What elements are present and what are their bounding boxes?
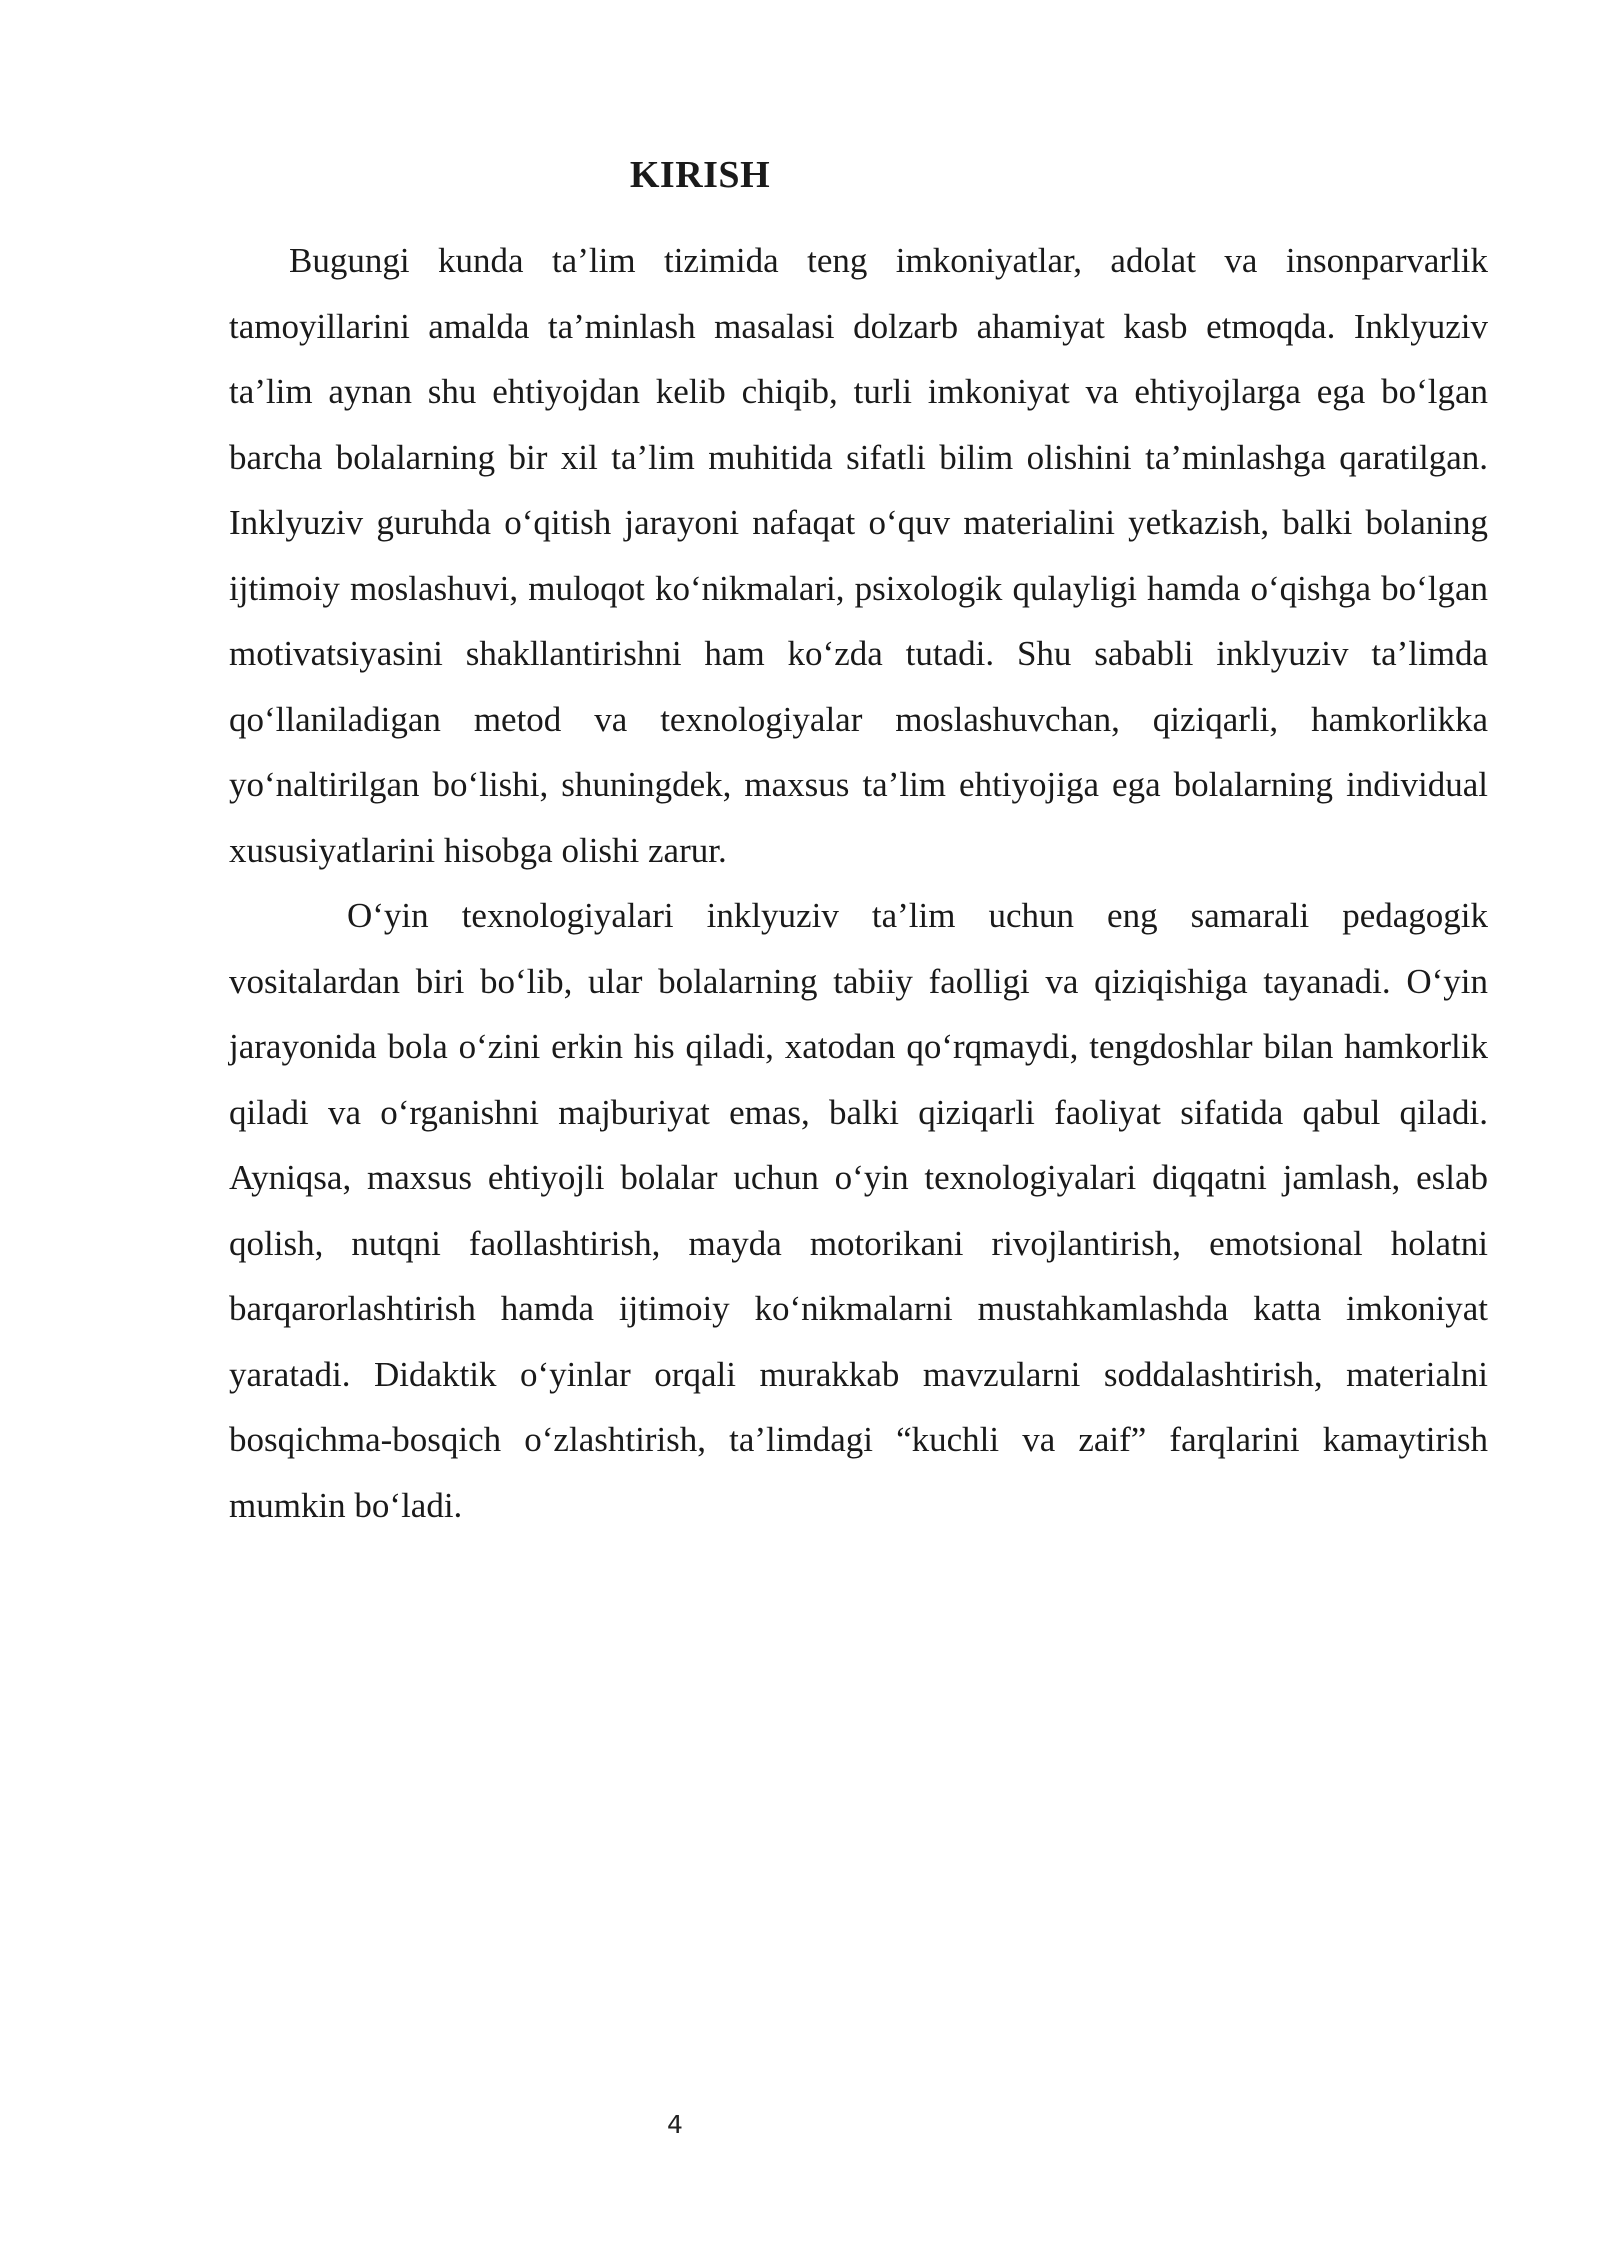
paragraph-2: Oʻyin texnologiyalari inklyuziv ta’lim uchun eng samarali pedagogik vositalardan biri boʻlib, ular bolalarning tabiiy faolligi va qiziqishiga tayanadi. Oʻyin jarayonida bola oʻzini erkin his qiladi, xatodan qoʻrqmaydi, tengdoshlar bilan hamkorlik qiladi va oʻrganishni majburiyat emas, balki qiziqarli faoliyat sifatida qabul qiladi. Ayniqsa, maxsus ehtiyojli bolalar uchun oʻyin texnologiyalari diqqatni jamlash, eslab qolish, nutqni faollashtirish, mayda motorikani rivojlantirish, emotsional holatni barqarorlashtirish hamda ijtimoiy koʻnikmalarni mustahkamlashda katta imkoniyat yaratadi. Didaktik oʻyinlar orqali murakkab mavzularni soddalashtirish, materialni bosqichma-bosqich oʻzlashtirish, ta’limdagi “kuchli va zaif” farqlarini kamaytirish mumkin boʻladi. [229,896,1488,1525]
body-text [229,228,1488,1538]
paragraph-1: Bugungi kunda ta’lim tizimida teng imkoniyatlar, adolat va insonparvarlik tamoyillarini amalda ta’minlash masalasi dolzarb ahamiyat kasb etmoqda. Inklyuziv ta’lim aynan shu ehtiyojdan kelib chiqib, turli imkoniyat va ehtiyojlarga ega boʻlgan barcha bolalarning bir xil ta’lim muhitida sifatli bilim olishini ta’minlashga qaratilgan. Inklyuziv guruhda oʻqitish jarayoni nafaqat oʻquv materialini yetkazish, balki bolaning ijtimoiy moslashuvi, muloqot koʻnikmalari, psixologik qulayligi hamda oʻqishga boʻlgan motivatsiyasini shakllantirishni ham koʻzda tutadi. Shu sababli inklyuziv ta’limda qoʻllaniladigan metod va texnologiyalar moslashuvchan, qiziqarli, hamkorlikka yoʻnaltirilgan boʻlishi, shuningdek, maxsus ta’lim ehtiyojiga ega bolalarning individual xususiyatlarini hisobga olishi zarur. [229,241,1488,870]
page-number: 4 [667,2110,683,2139]
section-title: KIRISH [629,154,771,196]
